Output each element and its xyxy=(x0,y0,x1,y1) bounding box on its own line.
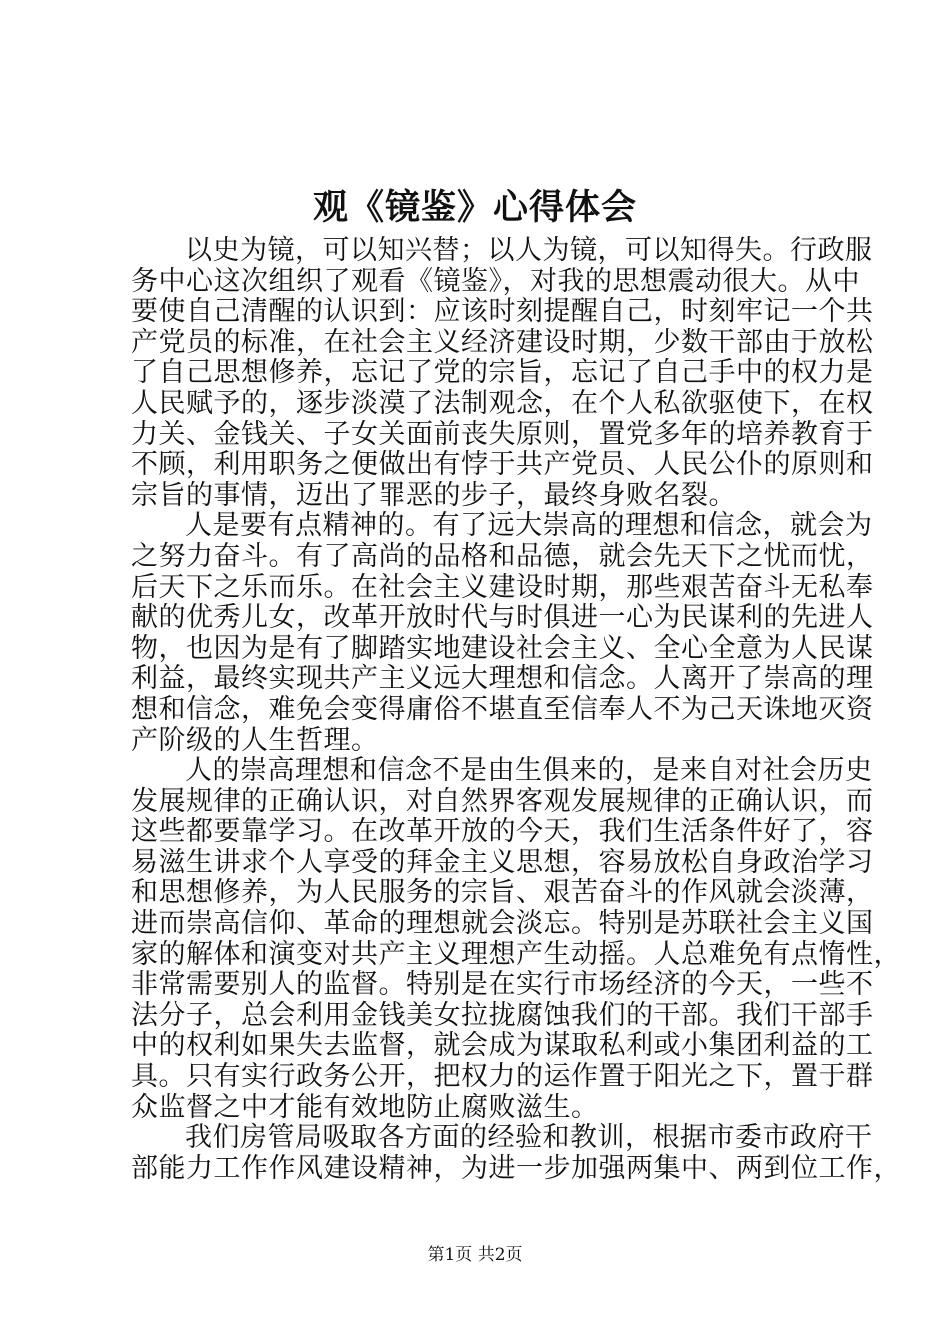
paragraph-line: 众监督之中才能有效地防止腐败滋生。 xyxy=(131,1091,599,1123)
paragraph-line: 之努力奋斗。有了高尚的品格和品德，就会先天下之忧而忧， xyxy=(131,540,874,572)
paragraph-line: 宗旨的事情，迈出了罪恶的步子，最终身败名裂。 xyxy=(131,479,736,511)
paragraph-line: 发展规律的正确认识，对自然界客观发展规律的正确认识，而 xyxy=(131,785,874,817)
paragraph-line: 法分子，总会利用金钱美女拉拢腐蚀我们的干部。我们干部手 xyxy=(131,999,874,1031)
paragraph-line: 产阶级的人生哲理。 xyxy=(131,724,379,756)
paragraph-line: 人的崇高理想和信念不是由生俱来的，是来自对社会历史 xyxy=(185,755,873,787)
paragraph-line: 不顾，利用职务之便做出有悖于共产党员、人民公仆的原则和 xyxy=(131,449,874,481)
paragraph-line: 力关、金钱关、子女关面前丧失原则，置党多年的培养教育于 xyxy=(131,418,874,450)
paragraph xyxy=(131,755,901,1123)
paragraph-line: 以史为镜，可以知兴替；以人为镜，可以知得失。行政服 xyxy=(185,235,873,266)
paragraph xyxy=(131,510,874,756)
paragraph-line: 家的解体和演变对共产主义理想产生动摇。人总难免有点惰性， xyxy=(131,938,901,970)
paragraph-line: 想和信念，难免会变得庸俗不堪直至信奉人不为己天诛地灭资 xyxy=(131,693,874,725)
paragraph-line: 易滋生讲求个人享受的拜金主义思想，容易放松自身政治学习 xyxy=(131,846,874,878)
paragraph-line: 和思想修养，为人民服务的宗旨、艰苦奋斗的作风就会淡薄， xyxy=(131,877,874,909)
paragraph-line: 中的权利如果失去监督，就会成为谋取私利或小集团利益的工 xyxy=(131,1030,874,1062)
page-footer: 第1页 共2页 xyxy=(427,1245,523,1265)
paragraph-line: 要使自己清醒的认识到：应该时刻提醒自己，时刻牢记一个共 xyxy=(131,296,874,328)
paragraph-line: 务中心这次组织了观看《镜鉴》，对我的思想震动很大。从中 xyxy=(131,265,860,297)
paragraph xyxy=(131,1122,901,1184)
paragraph-line: 人民赋予的，逐步淡漠了法制观念，在个人私欲驱使下，在权 xyxy=(131,387,874,419)
paragraph-line: 产党员的标准，在社会主义经济建设时期，少数干部由于放松 xyxy=(131,326,874,358)
document-body xyxy=(131,235,901,1184)
paragraph-line: 献的优秀儿女，改革开放时代与时俱进一心为民谋利的先进人 xyxy=(131,602,874,634)
paragraph-line: 部能力工作作风建设精神，为进一步加强两集中、两到位工作， xyxy=(131,1152,901,1184)
paragraph-line: 我们房管局吸取各方面的经验和教训，根据市委市政府干 xyxy=(185,1122,873,1154)
paragraph xyxy=(131,235,874,511)
paragraph-line: 非常需要别人的监督。特别是在实行市场经济的今天，一些不 xyxy=(131,969,874,1001)
document-title: 观《镜鉴》心得体会 xyxy=(312,187,637,228)
paragraph-line: 具。只有实行政务公开，把权力的运作置于阳光之下，置于群 xyxy=(131,1061,874,1093)
paragraph-line: 进而崇高信仰、革命的理想就会淡忘。特别是苏联社会主义国 xyxy=(131,908,874,940)
paragraph-line: 物，也因为是有了脚踏实地建设社会主义、全心全意为人民谋 xyxy=(131,632,874,664)
paragraph-line: 人是要有点精神的。有了远大崇高的理想和信念，就会为 xyxy=(185,510,873,542)
paragraph-line: 这些都要靠学习。在改革开放的今天，我们生活条件好了，容 xyxy=(131,816,874,848)
paragraph-line: 了自己思想修养，忘记了党的宗旨，忘记了自己手中的权力是 xyxy=(131,357,874,389)
paragraph-line: 利益，最终实现共产主义远大理想和信念。人离开了崇高的理 xyxy=(131,663,874,695)
paragraph-line: 后天下之乐而乐。在社会主义建设时期，那些艰苦奋斗无私奉 xyxy=(131,571,874,603)
